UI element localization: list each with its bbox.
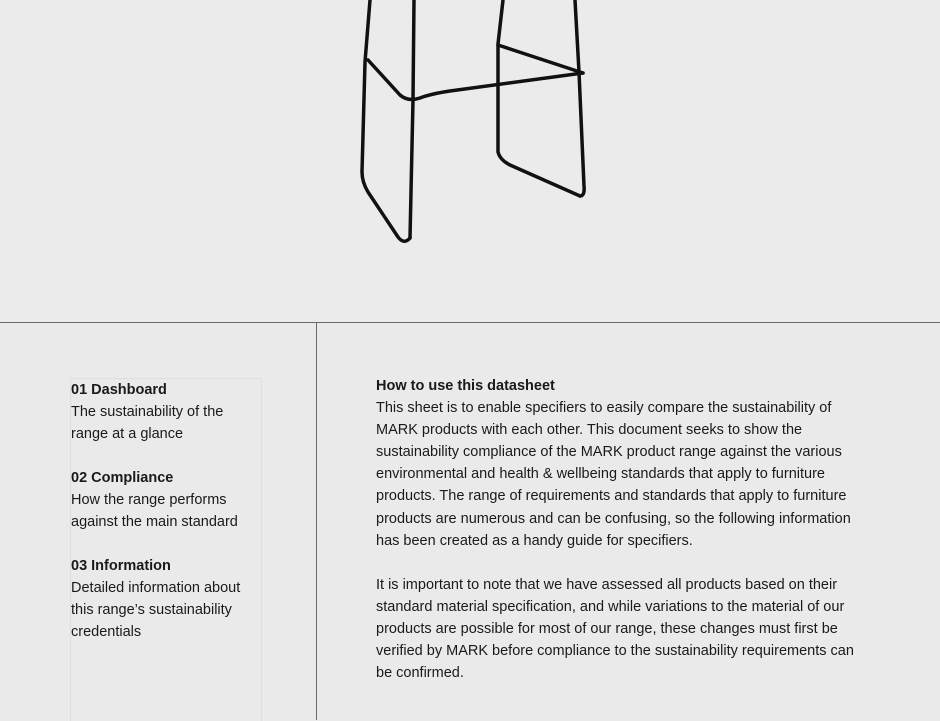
table-of-contents	[70, 378, 262, 721]
toc-item-compliance[interactable]	[71, 467, 261, 533]
toc-description: Detailed information about this range’s sustainability credentials	[71, 580, 241, 640]
stool-image	[0, 0, 940, 322]
horizontal-divider	[0, 322, 940, 323]
section-title: How to use this datasheet	[376, 378, 555, 394]
toc-description: The sustainability of the range at a glance	[71, 404, 224, 442]
stool-leg-front-right	[410, 0, 414, 238]
toc-item-information[interactable]	[71, 555, 261, 643]
toc-item-dashboard[interactable]	[71, 379, 261, 445]
stool-leg-back-right	[575, 0, 584, 196]
vertical-divider	[316, 323, 317, 720]
toc-heading: 03 Information	[71, 558, 171, 574]
toc-heading: 02 Compliance	[71, 470, 174, 486]
stool-footrest-side	[498, 45, 583, 73]
datasheet-intro	[376, 375, 866, 684]
hero-image	[0, 0, 940, 322]
toc-heading: 01 Dashboard	[71, 382, 167, 398]
stool-leg-back-left	[498, 0, 580, 196]
toc-description: How the range performs against the main standard	[71, 492, 238, 530]
note-paragraph: It is important to note that we have assessed all products based on their standard material specification, and while variations to the material of our products are possible for most of our range, these changes must first be verified by MARK before compliance to the sustainability requirements can be confirmed.	[376, 576, 854, 682]
stool-leg-front-left	[362, 0, 410, 241]
intro-paragraph: This sheet is to enable specifiers to easily compare the sustainability of MARK products with each other. This document seeks to show the sustainability compliance of the MARK product range against the various environmental and health & wellbeing standards that apply to furniture products. The range of requirements and standards that apply to furniture products are numerous and can be confusing, so the following information has been created as a handy guide for specifiers.	[376, 400, 851, 549]
stool-footrest-front	[368, 60, 583, 99]
